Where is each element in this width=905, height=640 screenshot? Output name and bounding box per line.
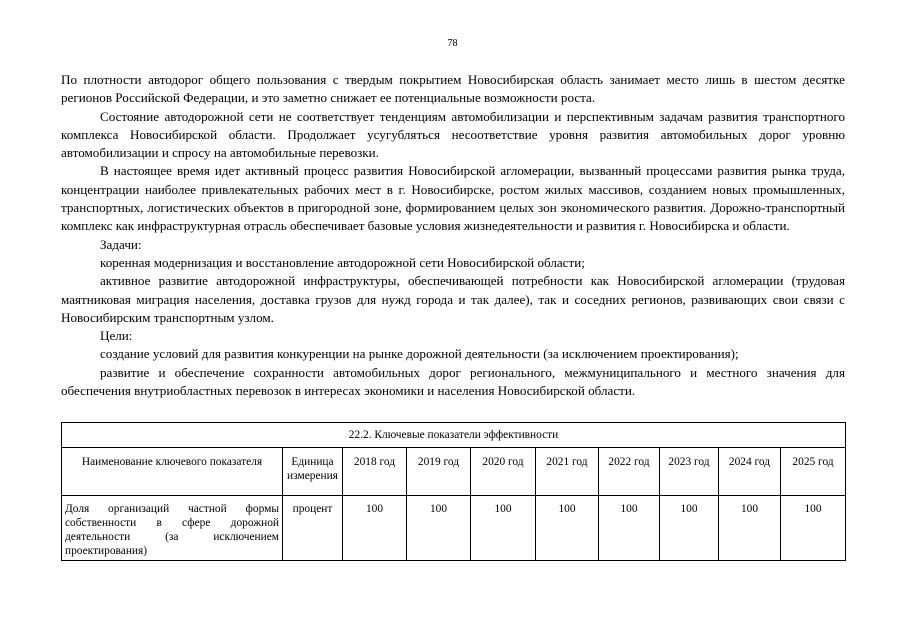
paragraph: Состояние автодорожной сети не соответствует тенденциям автомобилизации и перспективным задачам развития транспортного комплекса Новосибирской области. Продолжает усугубляться несоответствие уровня развития автомобильных дорог уровню автомобилизации и спросу на автомобильные перевозки. [61,108,845,161]
kpi-table [61,422,846,561]
indicator-value: 100 [599,496,660,561]
indicator-value: 100 [781,496,846,561]
table-row [62,496,846,561]
header-year: 2023 год [660,448,719,496]
header-year: 2021 год [536,448,599,496]
table-caption: 22.2. Ключевые показатели эффективности [62,423,846,448]
table-header-row [62,448,846,496]
indicator-value: 100 [343,496,407,561]
task-item: коренная модернизация и восстановление автодорожной сети Новосибирской области; [100,254,585,270]
indicator-value: 100 [407,496,471,561]
header-year: 2020 год [471,448,536,496]
header-year: 2024 год [719,448,781,496]
goal-item: создание условий для развития конкуренции на рынке дорожной деятельности (за исключением проектирования); [100,346,739,362]
indicator-value: 100 [471,496,536,561]
section-heading-tasks: Задачи: [100,236,142,252]
body-text [61,71,845,400]
header-year: 2025 год [781,448,846,496]
page-number: 78 [447,38,458,49]
header-year: 2022 год [599,448,660,496]
header-year: 2018 год [343,448,407,496]
indicator-unit: процент [283,496,343,561]
indicator-value: 100 [719,496,781,561]
task-item: активное развитие автодорожной инфраструктуры, обеспечивающей потребности как Новосибирской агломерации (трудовая маятниковая миграция населения, доставка грузов для нужд города и так далее), так и соседних регионов, развивающих свои связи с Новосибирским транспортным узлом. [61,273,845,325]
section-heading-goals: Цели: [100,328,133,344]
header-name: Наименование ключевого показателя [62,448,283,496]
paragraph: В настоящее время идет активный процесс развития Новосибирской агломерации, вызванный процессами развития рынка труда, концентрации наиболее привлекательных рабочих мест в г. Новосибирске, ростом жилых массивов, созданием новых промышленных, транспортных, логистических объектов в пригородной зоне, формированием целых зон экономического развития. Дорожно-транспортный комплекс как инфраструктурная отрасль обеспечивает базовые условия жизнедеятельности и развития г. Новосибирска и области. [61,163,845,234]
goal-item: развитие и обеспечение сохранности автомобильных дорог регионального, межмуниципального и местного значения для обеспечения внутриобластных перевозок в интересах экономики и населения Новосибирской области. [61,364,845,399]
header-unit: Единица измерения [283,448,343,496]
indicator-value: 100 [536,496,599,561]
header-year: 2019 год [407,448,471,496]
indicator-name: Доля организаций частной формы собственности в сфере дорожной деятельности (за исключением проектирования) [62,496,283,561]
paragraph: По плотности автодорог общего пользования с твердым покрытием Новосибирская область занимает место лишь в шестом десятке регионов Российской Федерации, и это заметно снижает ее потенциальные возможности роста. [61,72,845,106]
indicator-value: 100 [660,496,719,561]
